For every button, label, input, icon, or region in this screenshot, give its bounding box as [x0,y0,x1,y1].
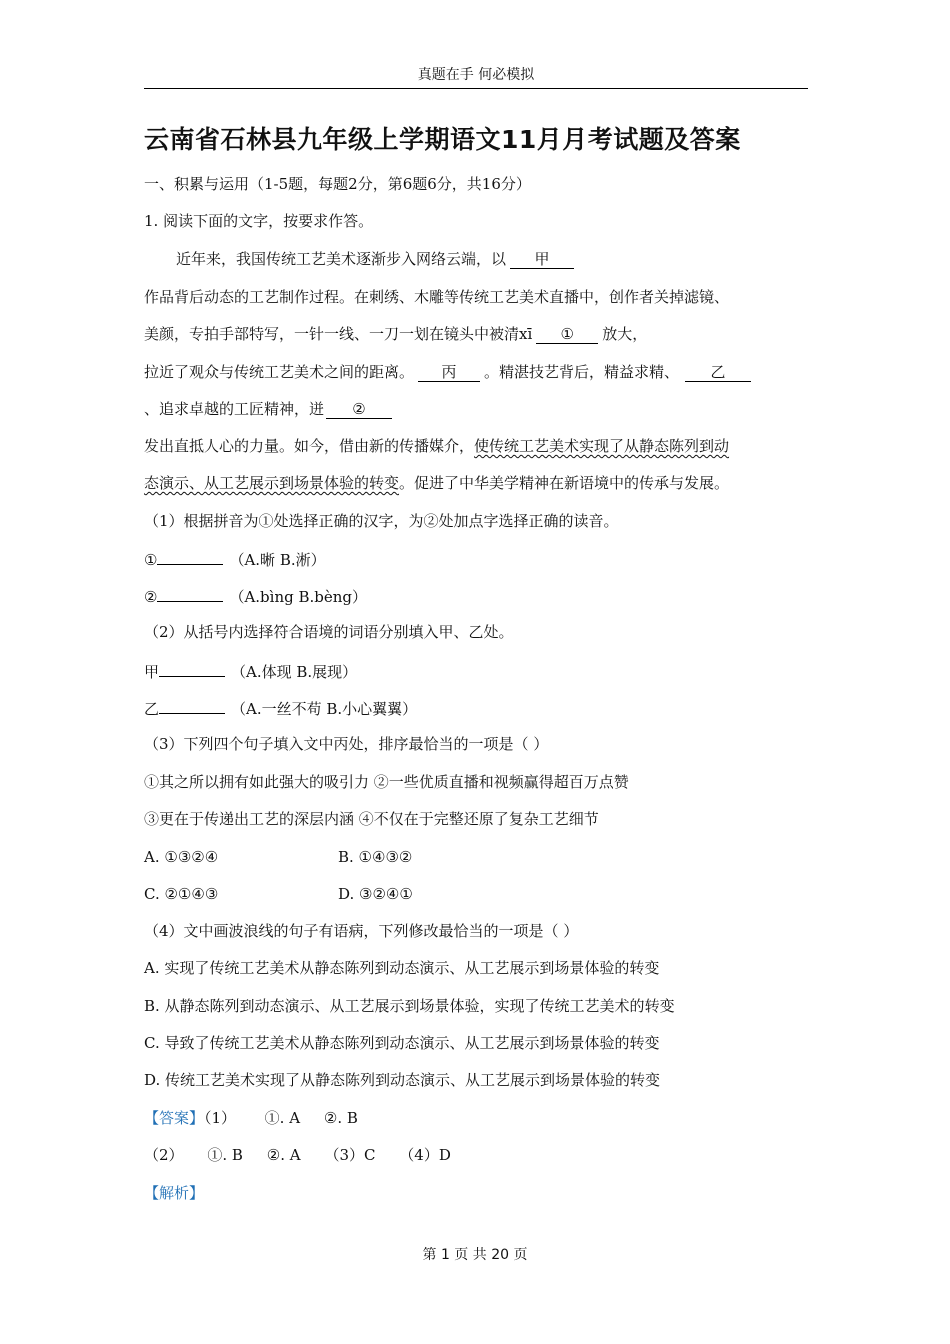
document-title: 云南省石林县九年级上学期语文11月月考试题及答案 [144,125,741,154]
passage-text: 。促进了中华美学精神在新语境中的传承与发展。 [399,474,730,492]
choice-d: D. ③②④① [338,885,413,903]
sub-question-1: （1）根据拼音为①处选择正确的汉字，为②处加点字选择正确的读音。 [144,512,619,530]
answer-block [144,1108,358,1128]
answer-blank [159,660,225,677]
blank-2: ② [326,400,392,419]
options-text: （A.体现 B.展现） [231,663,358,681]
passage-line-2: 作品背后动态的工艺制作过程。在刺绣、木雕等传统工艺美术直播中，创作者关掉滤镜、 [144,288,730,306]
answer-tag: 【答案】 [144,1109,205,1127]
sub-question-3: （3）下列四个句子填入文中丙处，排序最恰当的一项是（ ） [144,735,549,753]
section-heading: 一、积累与运用（1-5题，每题2分，第6题6分，共16分） [144,175,531,193]
header-rule [144,88,808,89]
choice-c: C. 导致了传统工艺美术从静态陈列到动态演示、从工艺展示到场景体验的转变 [144,1034,660,1052]
passage-text: 美颜，专拍手部特写，一针一线、一刀一划在镜头中被清xī [144,325,533,343]
blank-yi: 乙 [685,363,751,382]
answer-line [144,585,367,607]
blank-1: ① [536,325,598,344]
passage-text: 近年来，我国传统工艺美术逐渐步入网络云端，以 [176,250,507,268]
passage-line-1 [176,249,574,269]
answer-line [144,697,417,719]
page-footer: 第 1 页 共 20 页 [422,1247,528,1263]
passage-text: 放大， [602,325,648,343]
item-label: ② [144,588,158,606]
answer-blank [157,548,223,565]
blank-bing: 丙 [418,363,480,382]
choice-row [144,884,413,904]
options-text: （A.一丝不苟 B.小心翼翼） [231,700,418,718]
page-header: 真题在手 何必模拟 [417,67,535,83]
item-label: ① [144,551,158,569]
analysis-tag: 【解析】 [144,1184,205,1202]
choice-a: A. 实现了传统工艺美术从静态陈列到动态演示、从工艺展示到场景体验的转变 [144,959,660,977]
item-label: 甲 [144,663,160,681]
item-label: 乙 [144,700,160,718]
choice-a: A. ①③②④ [144,848,219,866]
passage-text: 拉近了观众与传统工艺美术之间的距离。 [144,363,415,381]
passage-text: 。精湛技艺背后，精益求精、 [484,363,680,381]
passage-line-7 [144,473,729,493]
sub-question-2: （2）从括号内选择符合语境的词语分别填入甲、乙处。 [144,623,514,641]
sentence-options: ①其之所以拥有如此强大的吸引力 ②一些优质直播和视频赢得超百万点赞 [144,773,629,791]
answer-line [144,660,357,682]
question-prompt: 1. 阅读下面的文字，按要求作答。 [144,212,374,230]
passage-line-4 [144,362,751,382]
choice-d: D. 传统工艺美术实现了从静态陈列到动态演示、从工艺展示到场景体验的转变 [144,1071,661,1089]
options-text: （A.bìng B.bèng） [229,588,368,606]
choice-b: B. ①④③② [338,848,413,866]
wavy-sentence: 态演示、从工艺展示到场景体验的转变 [144,474,400,492]
answer-blank [159,697,225,714]
answer-line [144,548,326,570]
answer-blank [157,585,223,602]
choice-row [144,847,412,867]
sub-question-4: （4）文中画波浪线的句子有语病，下列修改最恰当的一项是（ ） [144,922,579,940]
passage-line-3 [144,324,647,344]
passage-line-6 [144,436,729,456]
passage-text: 发出直抵人心的力量。如今，借由新的传播媒介， [144,437,475,455]
sentence-options: ③更在于传递出工艺的深层内涵 ④不仅在于完整还原了复杂工艺细节 [144,810,599,828]
passage-line-5 [144,399,392,419]
answer-text-2: （2） ①. B ②. A （3）C （4）D [144,1146,451,1164]
options-text: （A.晰 B.淅） [229,551,326,569]
wavy-sentence: 使传统工艺美术实现了从静态陈列到动 [474,437,730,455]
choice-c: C. ②①④③ [144,885,219,903]
blank-jia: 甲 [510,250,574,269]
choice-b: B. 从静态陈列到动态演示、从工艺展示到场景体验，实现了传统工艺美术的转变 [144,997,675,1015]
passage-text: 、追求卓越的工匠精神，迸 [144,400,325,418]
answer-text: （1） ①. A ②. B [204,1109,358,1127]
